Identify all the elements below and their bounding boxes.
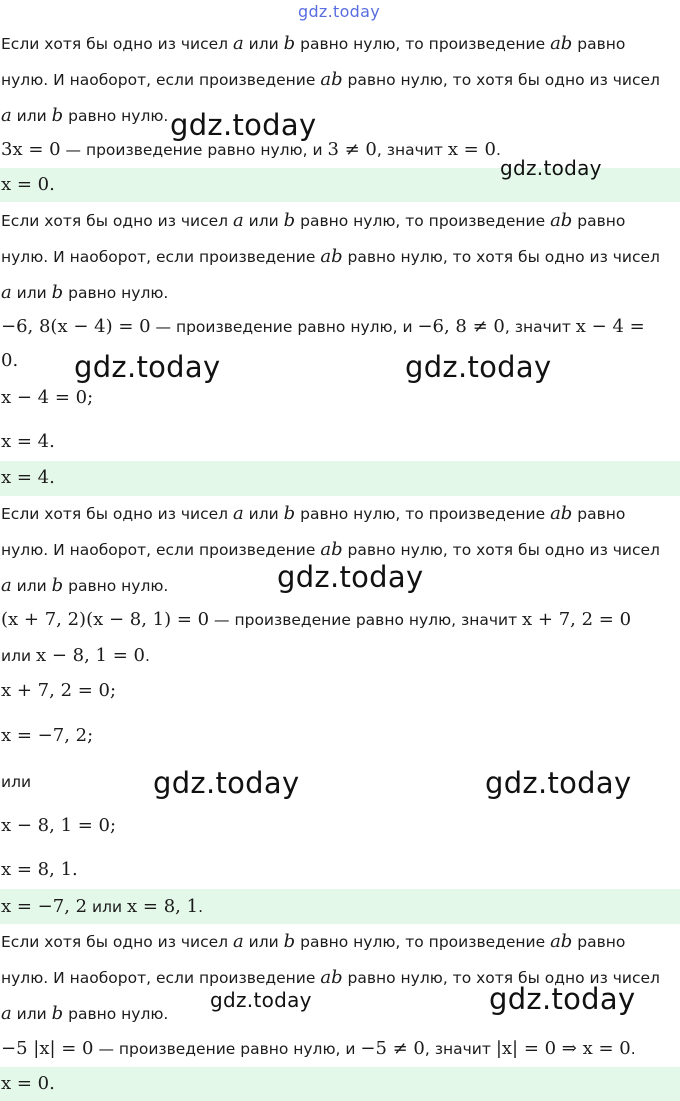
- solution-step-cont: 0.: [1, 351, 19, 371]
- rule-line-2: нулю. И наоборот, если произведение ab равно нулю, то хотя бы одно из чисел: [1, 540, 660, 560]
- rule-line-1: Если хотя бы одно из чисел a или b равно нулю, то произведение ab равно: [1, 932, 626, 952]
- rule-line-3: a или b равно нулю.: [1, 576, 169, 596]
- solution-step: −6, 8(x − 4) = 0 — произведение равно нулю, и −6, 8 ≠ 0, значит x − 4 =: [1, 317, 645, 337]
- watermark: gdz.today: [74, 350, 221, 384]
- solution-step: −5 |x| = 0 — произведение равно нулю, и −5 ≠ 0, значит |x| = 0 ⇒ x = 0.: [1, 1039, 636, 1059]
- rule-line-3: a или b равно нулю.: [1, 1004, 169, 1024]
- rule-line-2: нулю. И наоборот, если произведение ab равно нулю, то хотя бы одно из чисел: [1, 968, 660, 988]
- solution-step: 3x = 0 — произведение равно нулю, и 3 ≠ 0, значит x = 0.: [1, 140, 501, 160]
- solution-step-cont: или x − 8, 1 = 0.: [1, 646, 150, 666]
- rule-line-1: Если хотя бы одно из чисел a или b равно нулю, то произведение ab равно: [1, 211, 626, 231]
- solution-step: x + 7, 2 = 0;: [1, 681, 117, 701]
- answer-text: x = −7, 2 или x = 8, 1.: [1, 897, 203, 917]
- rule-line-1: Если хотя бы одно из чисел a или b равно нулю, то произведение ab равно: [1, 34, 626, 54]
- rule-line-3: a или b равно нулю.: [1, 106, 169, 126]
- watermark: gdz.today: [405, 350, 552, 384]
- solution-step: (x + 7, 2)(x − 8, 1) = 0 — произведение равно нулю, значит x + 7, 2 = 0: [1, 610, 632, 630]
- answer-text: x = 4.: [1, 468, 55, 488]
- watermark: gdz.today: [485, 766, 632, 800]
- watermark: gdz.today: [489, 982, 636, 1016]
- watermark-top: gdz.today: [298, 2, 380, 21]
- watermark: gdz.today: [500, 156, 602, 180]
- solution-step: x = 8, 1.: [1, 860, 78, 880]
- solution-step: x − 4 = 0;: [1, 388, 94, 408]
- answer-text: x = 0.: [1, 1074, 55, 1094]
- watermark: gdz.today: [277, 560, 424, 594]
- rule-line-3: a или b равно нулю.: [1, 283, 169, 303]
- watermark: gdz.today: [210, 988, 312, 1012]
- solution-or: или: [1, 773, 32, 791]
- rule-line-2: нулю. И наоборот, если произведение ab равно нулю, то хотя бы одно из чисел: [1, 247, 660, 267]
- watermark: gdz.today: [170, 108, 317, 142]
- watermark: gdz.today: [153, 766, 300, 800]
- solution-step: x = −7, 2;: [1, 726, 94, 746]
- rule-line-2: нулю. И наоборот, если произведение ab равно нулю, то хотя бы одно из чисел: [1, 70, 660, 90]
- rule-line-1: Если хотя бы одно из чисел a или b равно нулю, то произведение ab равно: [1, 504, 626, 524]
- answer-text: x = 0.: [1, 175, 55, 195]
- solution-step: x = 4.: [1, 432, 55, 452]
- solution-step: x − 8, 1 = 0;: [1, 816, 117, 836]
